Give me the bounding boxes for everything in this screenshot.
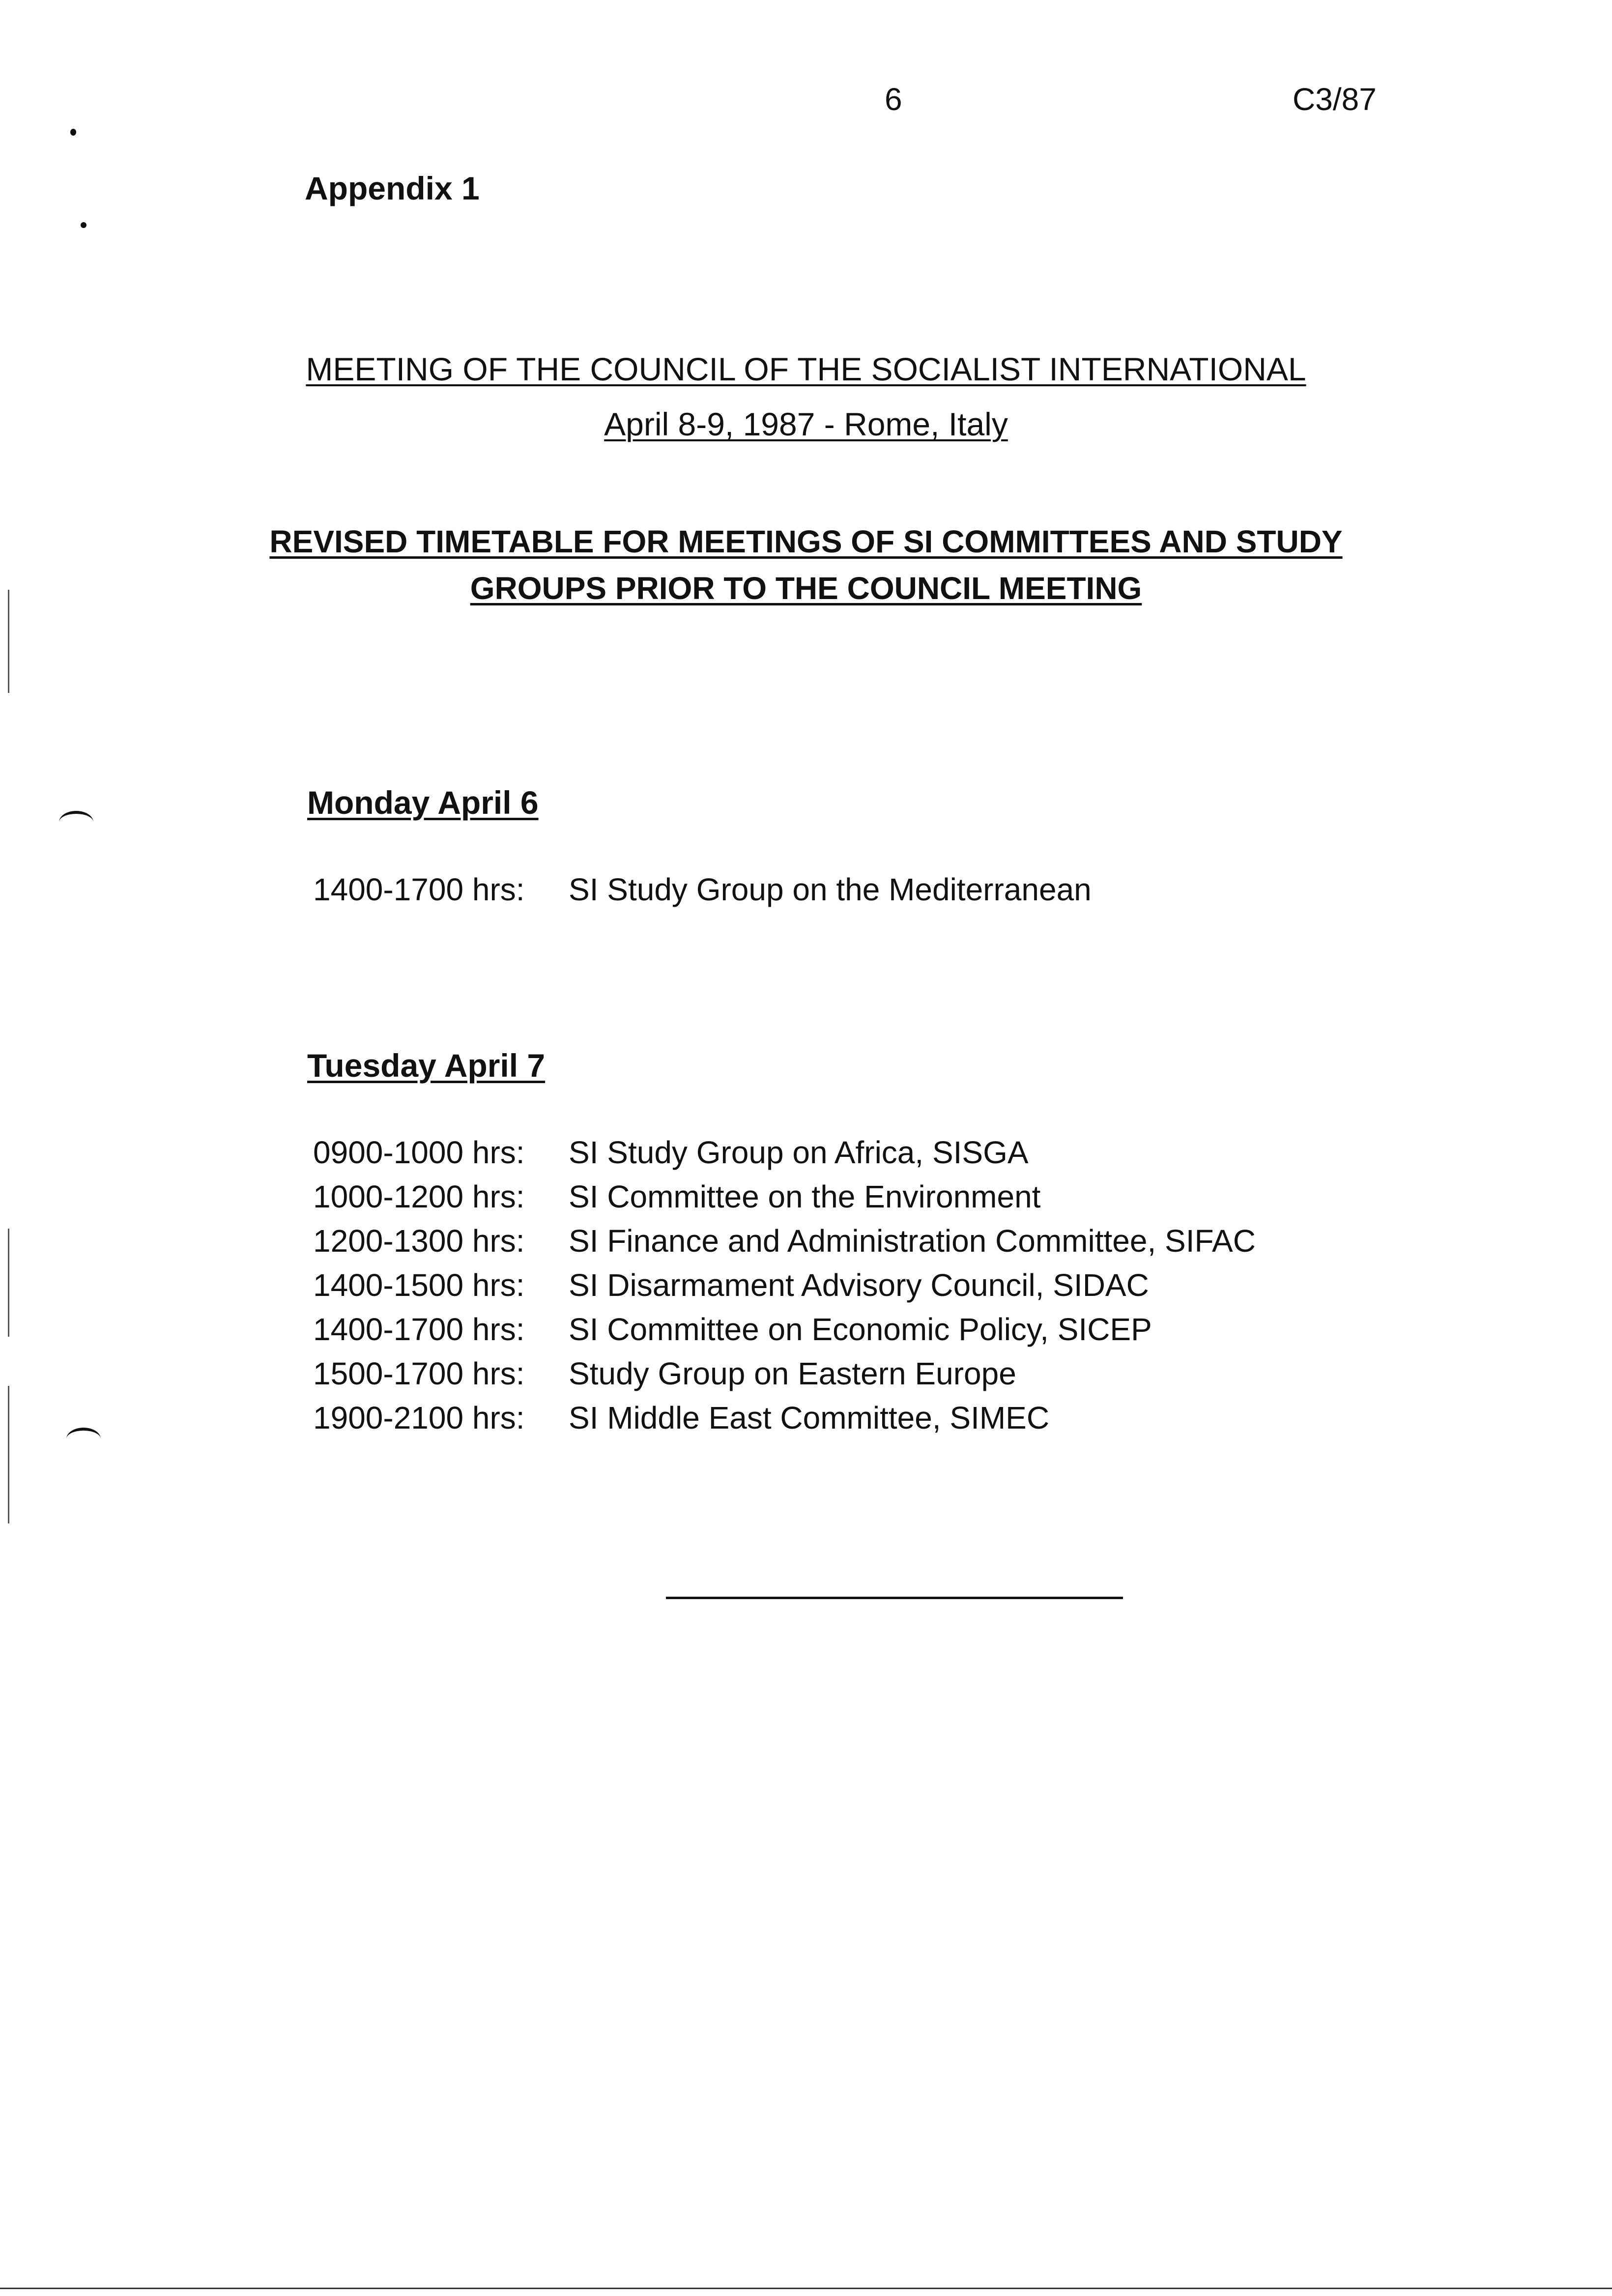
closing-rule [666, 1597, 1123, 1599]
document-reference: C3/87 [1293, 82, 1377, 117]
schedule-event: SI Study Group on the Mediterranean [569, 872, 1092, 907]
page-bottom-edge [0, 2288, 1612, 2289]
scan-dot [81, 222, 86, 228]
scan-edge-line [8, 1229, 9, 1337]
schedule-time: 1400-1500 hrs: [313, 1267, 525, 1303]
appendix-label: Appendix 1 [305, 170, 480, 206]
day-heading-monday: Monday April 6 [307, 784, 539, 821]
meeting-heading [0, 342, 1612, 452]
binder-hole-mark [59, 811, 93, 833]
scan-dot [70, 129, 76, 136]
schedule-event: SI Disarmament Advisory Council, SIDAC [569, 1267, 1149, 1303]
schedule-row [313, 867, 1092, 912]
schedule-time: 1400-1700 hrs: [313, 872, 525, 907]
schedule-time: 1900-2100 hrs: [313, 1400, 525, 1435]
revised-timetable-heading [0, 518, 1612, 612]
meeting-date-place: April 8-9, 1987 - Rome, Italy [604, 406, 1008, 442]
schedule-event: SI Study Group on Africa, SISGA [569, 1135, 1029, 1170]
schedule-row [313, 1219, 1256, 1263]
schedule-row [313, 1307, 1256, 1351]
schedule-time: 1500-1700 hrs: [313, 1356, 525, 1391]
page-number: 6 [885, 82, 902, 117]
schedule-time: 1000-1200 hrs: [313, 1179, 525, 1214]
schedule-event: Study Group on Eastern Europe [569, 1356, 1016, 1391]
binder-hole-mark [66, 1428, 101, 1450]
schedule-row [313, 1263, 1256, 1307]
schedule-row [313, 1351, 1256, 1396]
schedule-event: SI Committee on Economic Policy, SICEP [569, 1312, 1152, 1347]
scan-edge-line [8, 1386, 9, 1523]
revised-heading-line-1: REVISED TIMETABLE FOR MEETINGS OF SI COMMITTEES AND STUDY [269, 524, 1343, 559]
schedule-time: 1200-1300 hrs: [313, 1223, 525, 1259]
schedule-event: SI Middle East Committee, SIMEC [569, 1400, 1050, 1435]
schedule-event: SI Committee on the Environment [569, 1179, 1041, 1214]
schedule-tuesday [313, 1130, 1256, 1440]
meeting-title: MEETING OF THE COUNCIL OF THE SOCIALIST INTERNATIONAL [306, 351, 1306, 387]
schedule-row [313, 1130, 1256, 1175]
schedule-row [313, 1396, 1256, 1440]
schedule-row [313, 1175, 1256, 1219]
revised-heading-line-2: GROUPS PRIOR TO THE COUNCIL MEETING [470, 571, 1142, 606]
schedule-time: 0900-1000 hrs: [313, 1135, 525, 1170]
schedule-monday [313, 867, 1092, 912]
schedule-event: SI Finance and Administration Committee, SIFAC [569, 1223, 1256, 1259]
day-heading-tuesday: Tuesday April 7 [307, 1047, 546, 1084]
schedule-time: 1400-1700 hrs: [313, 1312, 525, 1347]
